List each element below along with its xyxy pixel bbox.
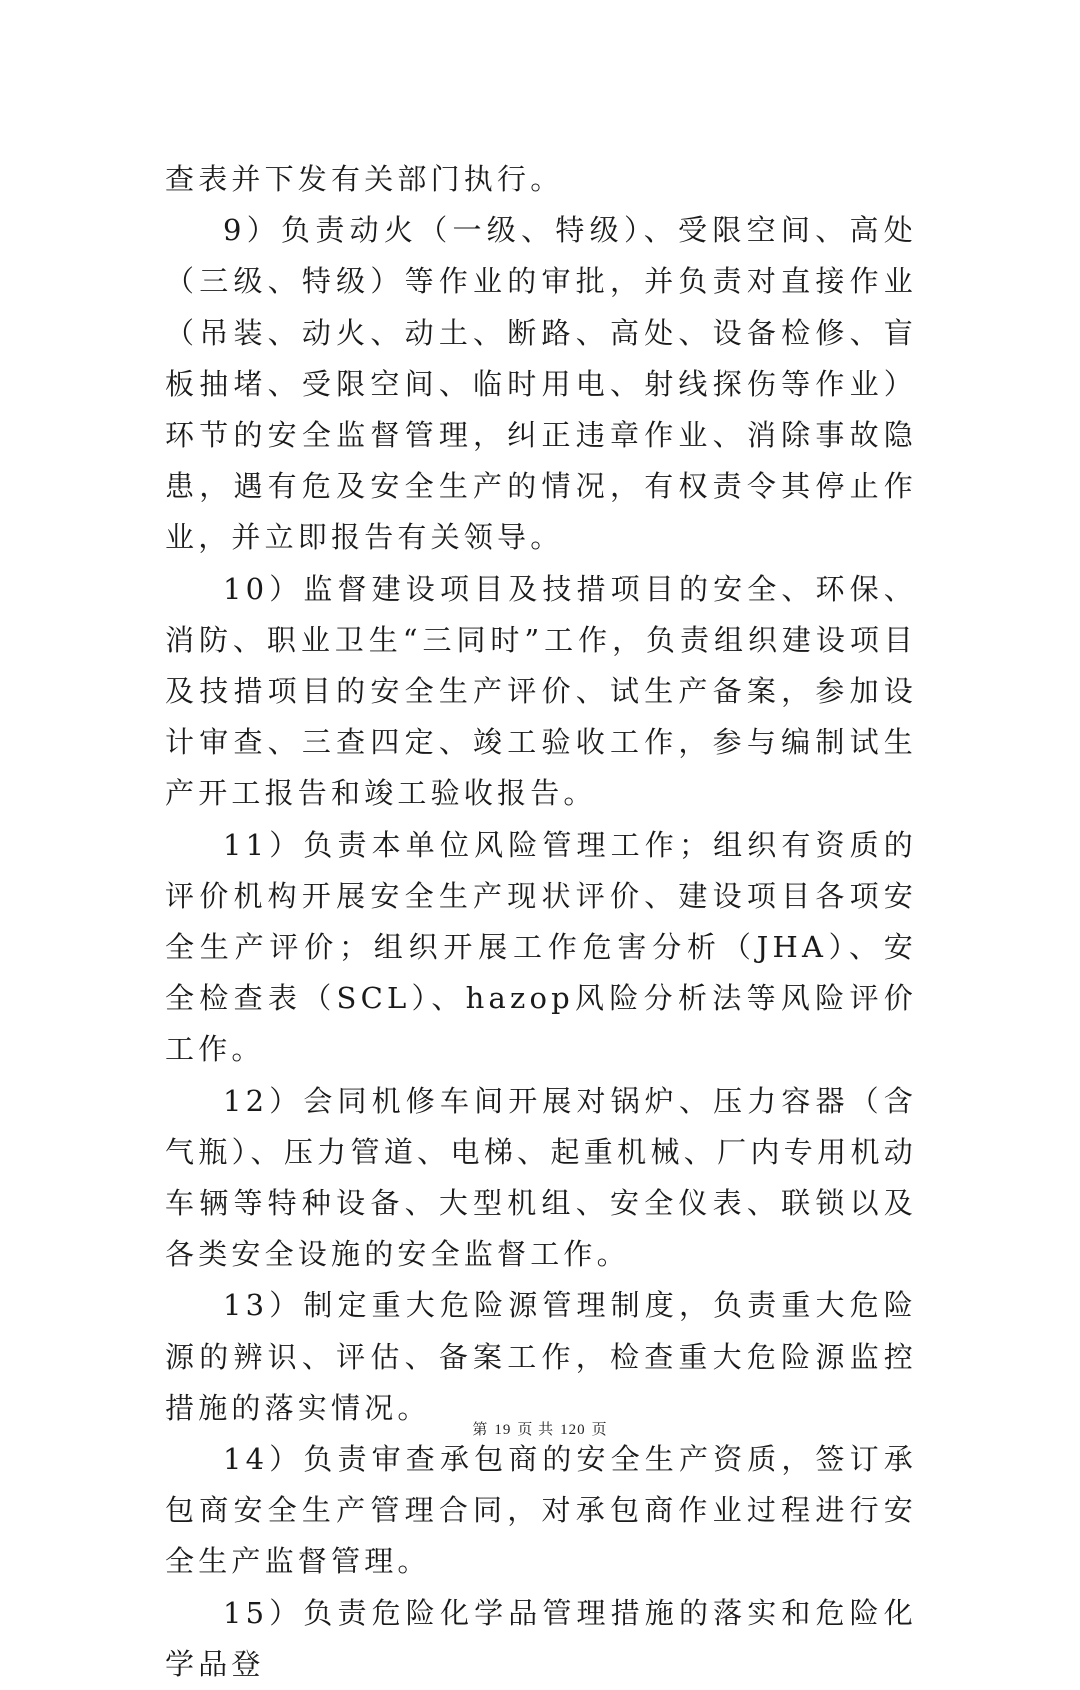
footer-middle: 页 共 [517, 1422, 555, 1438]
paragraph-item-9: 9）负责动火（一级、特级）、受限空间、高处（三级、特级）等作业的审批，并负责对直接作业（吊装、动火、动土、断路、高处、设备检修、盲板抽堵、受限空间、临时用电、射线探伤等作业）环节的安全监督管理，纠正违章作业、消除事故隐患，遇有危及安全生产的情况，有权责令其停止作业，并立即报告有关领导。 [165, 213, 917, 555]
body-text [165, 154, 917, 1690]
footer-total-pages: 120 [560, 1422, 586, 1438]
footer-suffix: 页 [591, 1422, 608, 1438]
paragraph-item-10: 10）监督建设项目及技措项目的安全、环保、消防、职业卫生“三同时”工作，负责组织建设项目及技措项目的安全生产评价、试生产备案，参加设计审查、三查四定、竣工验收工作，参与编制试生产开工报告和竣工验收报告。 [165, 571, 917, 811]
footer-page-number: 19 [494, 1422, 512, 1438]
paragraph-item-15: 15）负责危险化学品管理措施的落实和危险化学品登 [165, 1595, 917, 1681]
page-footer [0, 1418, 1080, 1439]
paragraph-item-11: 11）负责本单位风险管理工作；组织有资质的评价机构开展安全生产现状评价、建设项目各项安全生产评价；组织开展工作危害分析（JHA）、安全检查表（SCL）、hazop风险分析法等风险评价工作。 [165, 827, 917, 1067]
paragraph-item-12: 12）会同机修车间开展对锅炉、压力容器（含气瓶）、压力管道、电梯、起重机械、厂内专用机动车辆等特种设备、大型机组、安全仪表、联锁以及各类安全设施的安全监督工作。 [165, 1083, 917, 1272]
paragraph-item-14: 14）负责审查承包商的安全生产资质，签订承包商安全生产管理合同，对承包商作业过程进行安全生产监督管理。 [165, 1442, 917, 1579]
paragraph-continuation: 查表并下发有关部门执行。 [165, 162, 564, 196]
footer-prefix: 第 [472, 1422, 489, 1438]
paragraph-item-13: 13）制定重大危险源管理制度，负责重大危险源的辨识、评估、备案工作，检查重大危险源监控措施的落实情况。 [165, 1288, 917, 1425]
